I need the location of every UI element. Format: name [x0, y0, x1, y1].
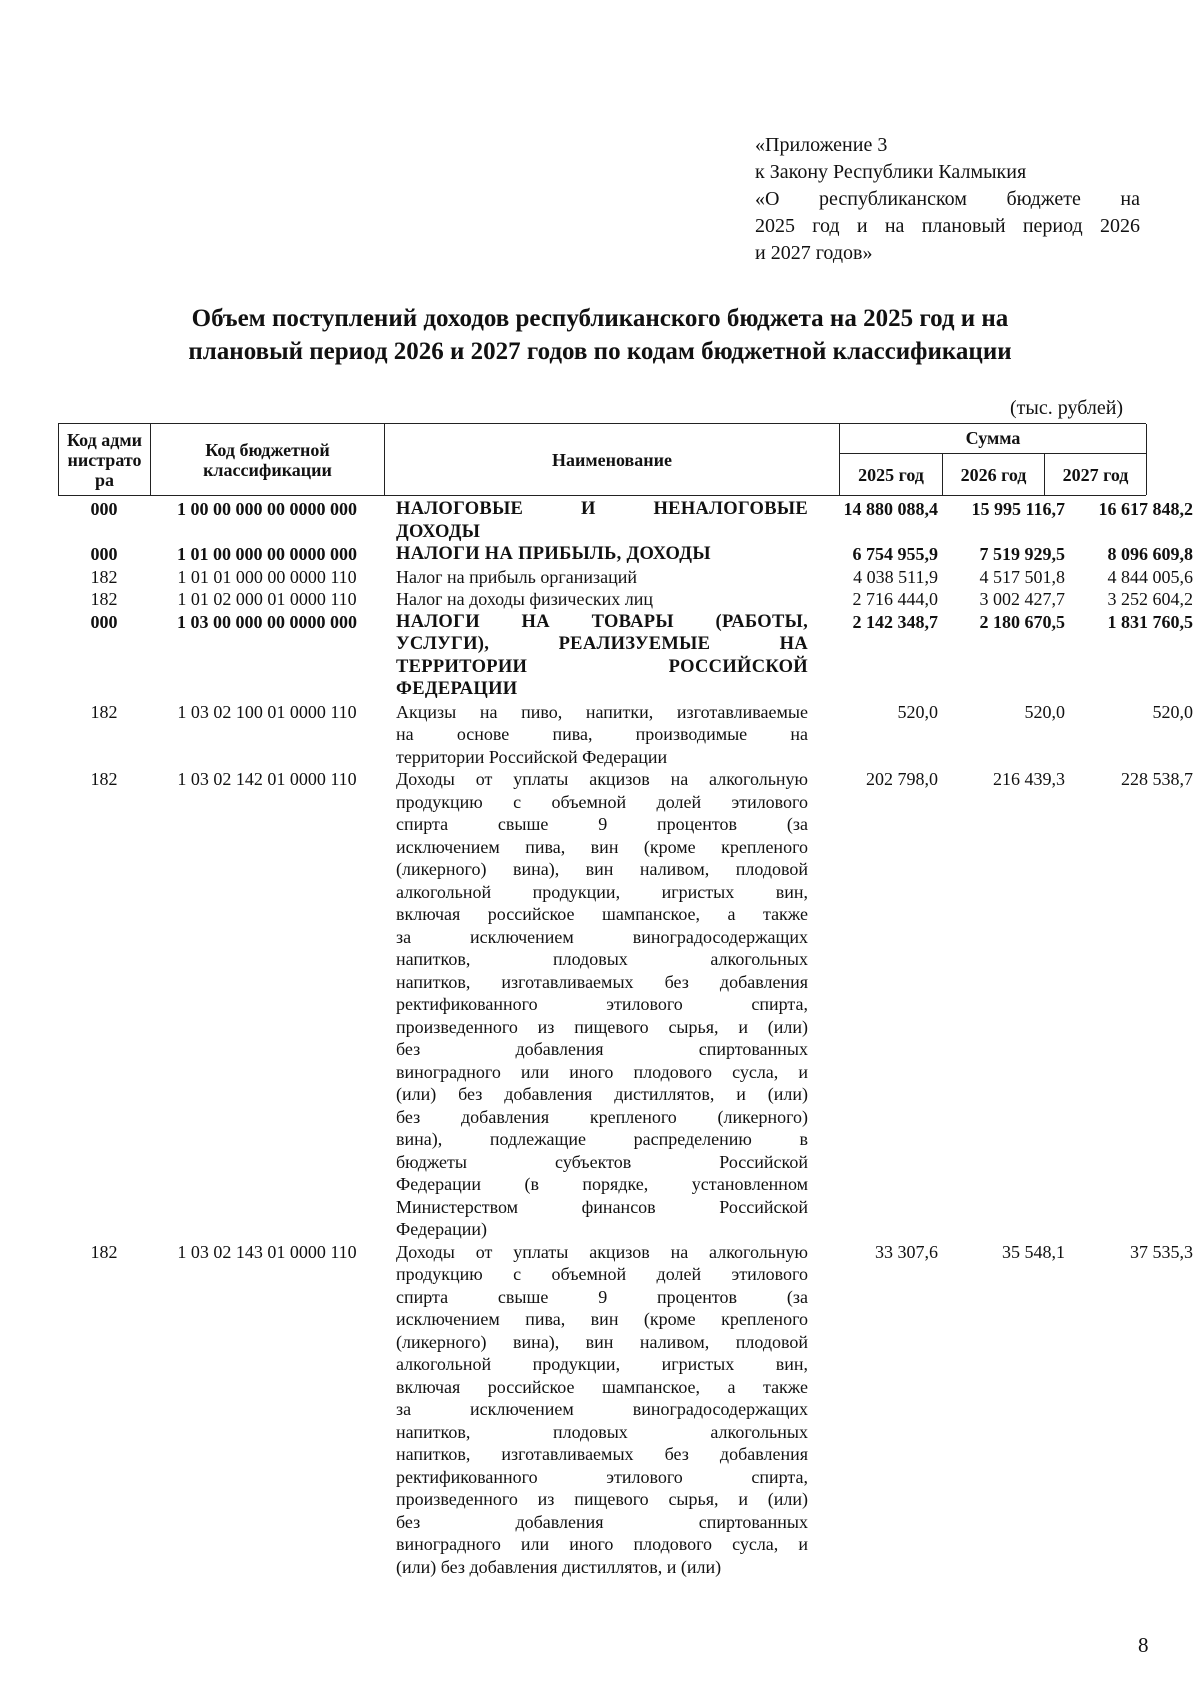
table-row	[58, 701, 1193, 769]
appendix-line: и 2027 годов»	[755, 242, 873, 264]
name-line: (или) без добавления дистиллятов, и (или)	[396, 1556, 722, 1577]
header-name: Наименование	[385, 424, 840, 495]
value-2025-cell: 2 716 444,0	[852, 589, 938, 609]
table-row	[58, 768, 1193, 1241]
units-label: (тыс. рублей)	[1010, 397, 1124, 419]
name-line: напитков, плодовых алкогольных	[396, 1421, 808, 1442]
name-line: виноградного или иного плодового сусла, и	[396, 1061, 808, 1082]
name-line: НАЛОГИ НА ТОВАРЫ (РАБОТЫ,	[396, 611, 808, 632]
value-2027-cell: 37 535,3	[1130, 1241, 1193, 1262]
value-2026-cell: 4 517 501,8	[979, 566, 1065, 587]
value-2025-cell: 6 754 955,9	[852, 544, 938, 564]
kbk-cell: 1 03 02 142 01 0000 110	[177, 769, 357, 789]
value-2027-cell: 16 617 848,2	[1098, 499, 1193, 519]
name-line: продукцию с объемной долей этилового	[396, 1264, 808, 1284]
name-line: (ликерного) вина), вин наливом, плодовой	[396, 1331, 808, 1352]
table-row	[58, 543, 1193, 566]
table-body	[58, 496, 1193, 1578]
name-cell	[396, 543, 808, 566]
table-row	[58, 1241, 1193, 1579]
value-2026-cell: 35 548,1	[1002, 1241, 1065, 1262]
name-cell	[396, 588, 808, 611]
name-line: на основе пива, производимые на	[396, 724, 808, 744]
title-line: плановый период 2026 и 2027 годов по кодам бюджетной классификации	[188, 338, 1012, 365]
name-line: ФЕДЕРАЦИИ	[396, 679, 518, 699]
name-line: НАЛОГИ НА ПРИБЫЛЬ, ДОХОДЫ	[396, 544, 711, 564]
name-line: исключением пива, вин (кроме крепленого	[396, 1309, 808, 1329]
value-2026-cell: 15 995 116,7	[971, 499, 1065, 519]
header-kbk-text: Код бюджетной классификации	[203, 439, 332, 480]
value-2025-cell: 33 307,6	[875, 1241, 938, 1262]
kbk-cell: 1 01 01 000 00 0000 110	[177, 566, 357, 587]
name-cell	[396, 1241, 808, 1579]
name-line: напитков, изготавливаемых без добавления	[396, 1444, 808, 1464]
name-line: спирта свыше 9 процентов (за	[396, 814, 808, 834]
value-2025-cell: 14 880 088,4	[843, 499, 938, 519]
admin-code-cell: 182	[90, 769, 118, 789]
name-cell	[396, 768, 808, 1241]
name-line: алкогольной продукции, игристых вин,	[396, 1354, 808, 1374]
name-line: Министерством финансов Российской	[396, 1196, 808, 1217]
appendix-line: 2025 год и на плановый период 2026	[755, 215, 1140, 237]
value-2026-cell: 216 439,3	[993, 769, 1065, 789]
value-2026-cell: 7 519 929,5	[979, 544, 1065, 564]
revenue-table	[58, 423, 1193, 1578]
admin-code-cell: 182	[90, 1241, 118, 1262]
value-2027-cell: 8 096 609,8	[1107, 544, 1193, 564]
name-line: ректификованного этилового спирта,	[396, 994, 808, 1014]
admin-code-cell: 182	[90, 566, 118, 587]
header-year-2025: 2025 год	[840, 454, 943, 495]
table-row	[58, 498, 1193, 543]
name-line: ДОХОДЫ	[396, 521, 481, 542]
kbk-cell: 1 03 02 100 01 0000 110	[177, 701, 357, 722]
name-line: (или) без добавления дистиллятов, и (или)	[396, 1084, 808, 1104]
name-line: бюджеты субъектов Российской	[396, 1151, 808, 1172]
name-line: алкогольной продукции, игристых вин,	[396, 881, 808, 902]
kbk-cell: 1 03 00 000 00 0000 000	[177, 611, 357, 632]
name-line: Акцизы на пиво, напитки, изготавливаемые	[396, 701, 808, 722]
name-line: без добавления спиртованных	[396, 1511, 808, 1532]
admin-code-cell: 000	[90, 499, 118, 519]
name-line: спирта свыше 9 процентов (за	[396, 1286, 808, 1307]
header-sum: Сумма	[840, 424, 1147, 454]
name-cell	[396, 566, 808, 589]
name-line: Налог на доходы физических лиц	[396, 589, 654, 609]
appendix-line: «Приложение 3	[755, 134, 888, 156]
table-header	[58, 423, 1146, 496]
kbk-cell: 1 01 02 000 01 0000 110	[177, 589, 357, 609]
name-line: за исключением виноградосодержащих	[396, 926, 808, 947]
value-2025-cell: 202 798,0	[866, 769, 938, 789]
kbk-cell: 1 03 02 143 01 0000 110	[177, 1241, 357, 1262]
name-line: Доходы от уплаты акцизов на алкогольную	[396, 1241, 808, 1262]
value-2027-cell: 3 252 604,2	[1107, 589, 1193, 609]
value-2027-cell: 520,0	[1152, 701, 1193, 722]
appendix-line: к Закону Республики Калмыкия	[755, 161, 1027, 183]
value-2026-cell: 3 002 427,7	[979, 589, 1065, 609]
name-cell	[396, 701, 808, 769]
name-line: виноградного или иного плодового сусла, и	[396, 1534, 808, 1554]
value-2025-cell: 520,0	[897, 701, 938, 722]
name-line: НАЛОГОВЫЕ И НЕНАЛОГОВЫЕ	[396, 499, 808, 519]
admin-code-cell: 000	[90, 544, 118, 564]
header-admin-code	[59, 424, 151, 495]
name-line: без добавления спиртованных	[396, 1039, 808, 1059]
value-2026-cell: 2 180 670,5	[979, 611, 1065, 632]
name-line: продукцию с объемной долей этилового	[396, 791, 808, 812]
name-line: за исключением виноградосодержащих	[396, 1399, 808, 1419]
value-2026-cell: 520,0	[1024, 701, 1065, 722]
admin-code-cell: 182	[90, 589, 118, 609]
name-line: напитков, плодовых алкогольных	[396, 949, 808, 969]
value-2027-cell: 4 844 005,6	[1107, 566, 1193, 587]
page-number: 8	[1138, 1633, 1149, 1657]
name-line: ректификованного этилового спирта,	[396, 1466, 808, 1487]
table-row	[58, 611, 1193, 701]
name-line: Налог на прибыль организаций	[396, 566, 637, 587]
name-line: Федерации)	[396, 1219, 488, 1239]
title-line: Объем поступлений доходов республиканского бюджета на 2025 год и на	[191, 305, 1009, 332]
admin-code-cell: 182	[90, 701, 118, 722]
name-line: исключением пива, вин (кроме крепленого	[396, 836, 808, 857]
name-line: без добавления крепленого (ликерного)	[396, 1106, 808, 1127]
value-2025-cell: 2 142 348,7	[852, 611, 938, 632]
name-cell	[396, 498, 808, 543]
name-line: включая российское шампанское, а также	[396, 904, 808, 924]
name-line: вина), подлежащие распределению в	[396, 1129, 808, 1149]
name-line: произведенного из пищевого сырья, и (или)	[396, 1489, 808, 1509]
name-line: ТЕРРИТОРИИ РОССИЙСКОЙ	[396, 656, 808, 677]
table-row	[58, 566, 1193, 589]
header-year-2026: 2026 год	[943, 454, 1045, 495]
appendix-caption	[755, 132, 1140, 267]
kbk-cell: 1 01 00 000 00 0000 000	[177, 544, 357, 564]
value-2027-cell: 1 831 760,5	[1107, 611, 1193, 632]
document-title	[60, 302, 1140, 368]
name-line: УСЛУГИ), РЕАЛИЗУЕМЫЕ НА	[396, 634, 808, 654]
value-2025-cell: 4 038 511,9	[853, 566, 938, 587]
name-line: территории Российской Федерации	[396, 746, 668, 767]
header-year-2027: 2027 год	[1045, 454, 1147, 495]
header-admin-code-text: Код администратора	[67, 429, 142, 490]
name-line: напитков, изготавливаемых без добавления	[396, 971, 808, 992]
kbk-cell: 1 00 00 000 00 0000 000	[177, 499, 357, 519]
table-row	[58, 588, 1193, 611]
admin-code-cell: 000	[90, 611, 118, 632]
name-line: включая российское шампанское, а также	[396, 1376, 808, 1397]
name-line: Федерации (в порядке, установленном	[396, 1174, 808, 1194]
name-line: Доходы от уплаты акцизов на алкогольную	[396, 769, 808, 789]
name-line: произведенного из пищевого сырья, и (или)	[396, 1016, 808, 1037]
value-2027-cell: 228 538,7	[1121, 769, 1193, 789]
name-cell	[396, 611, 808, 701]
name-line: (ликерного) вина), вин наливом, плодовой	[396, 859, 808, 879]
appendix-line: «О республиканском бюджете на	[755, 188, 1140, 210]
header-kbk	[151, 424, 385, 495]
